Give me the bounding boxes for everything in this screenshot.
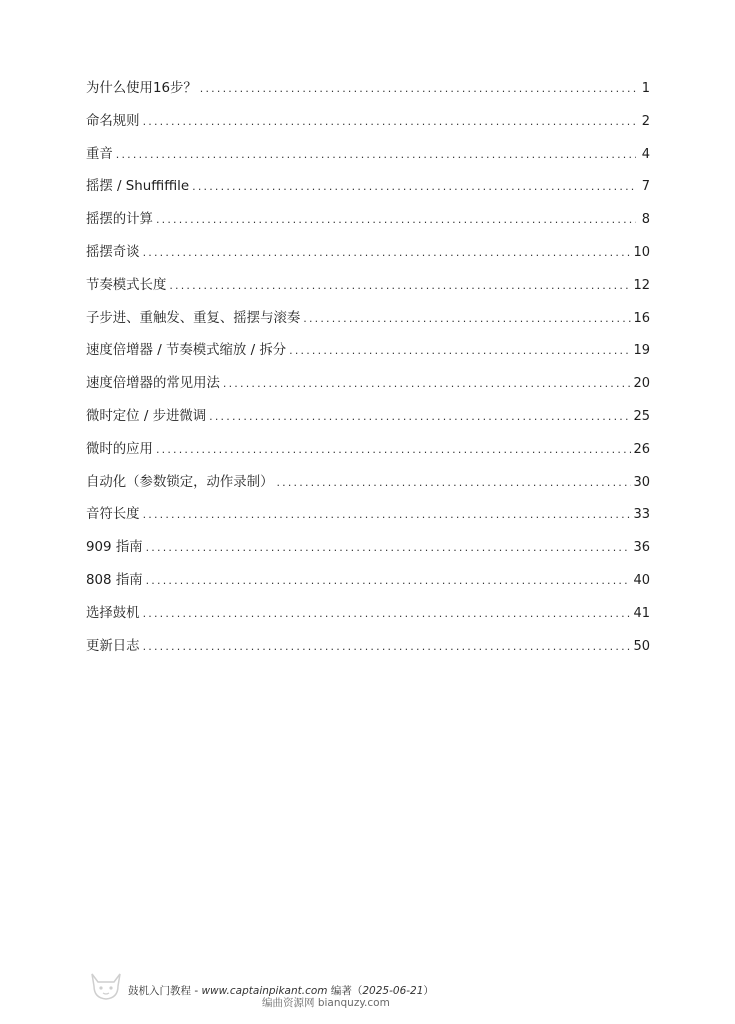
- toc-entry[interactable]: [86, 467, 650, 500]
- toc-entry[interactable]: [86, 204, 650, 237]
- toc-dot-leader: [146, 565, 632, 598]
- toc-entry-title: 微时的应用: [86, 441, 153, 457]
- toc-entry-title: 音符长度: [86, 507, 140, 523]
- toc-entry-title: 更新日志: [86, 638, 140, 654]
- toc-entry-title: 摇摆奇谈: [86, 244, 140, 260]
- toc-entry-page: 26: [633, 441, 650, 457]
- toc-entry[interactable]: [86, 270, 650, 303]
- toc-dot-leader: [143, 237, 632, 270]
- toc-dot-leader: [116, 139, 636, 172]
- toc-entry[interactable]: [86, 335, 650, 368]
- toc-entry[interactable]: [86, 171, 650, 204]
- toc-entry[interactable]: [86, 631, 650, 664]
- toc-entry-title: 自动化（参数锁定，动作录制）: [86, 474, 274, 490]
- footer-url[interactable]: www.captainpikant.com: [201, 985, 328, 997]
- toc-entry[interactable]: [86, 434, 650, 467]
- toc-dot-leader: [143, 598, 632, 631]
- toc-entry-title: 摇摆的计算: [86, 212, 153, 228]
- toc-entry[interactable]: [86, 73, 650, 106]
- toc-entry[interactable]: [86, 106, 650, 139]
- toc-entry-title: 速度倍增器的常见用法: [86, 376, 220, 392]
- toc-dot-leader: [156, 204, 636, 237]
- toc-entry-page: 4: [641, 146, 650, 162]
- footer-author-label: 编著（: [327, 985, 363, 997]
- toc-entry[interactable]: [86, 237, 650, 270]
- toc-entry[interactable]: [86, 368, 650, 401]
- table-of-contents: [86, 73, 650, 663]
- toc-entry-title: 808 指南: [86, 572, 143, 588]
- toc-entry-page: 12: [633, 277, 650, 293]
- toc-entry-page: 40: [633, 572, 650, 588]
- toc-entry-page: 20: [633, 376, 650, 392]
- toc-entry[interactable]: [86, 303, 650, 336]
- footer-book-title: 鼓机入门教程 -: [128, 985, 202, 997]
- toc-entry[interactable]: [86, 598, 650, 631]
- toc-entry-page: 25: [633, 408, 650, 424]
- toc-entry-page: 41: [633, 605, 650, 621]
- toc-dot-leader: [146, 532, 632, 565]
- toc-entry-title: 微时定位 / 步进微调: [86, 408, 207, 424]
- toc-entry-page: 1: [641, 81, 650, 96]
- cat-logo-icon: [88, 972, 124, 1002]
- footer-date: 2025-06-21: [362, 985, 424, 997]
- toc-entry-title: 子步进、重触发、重复、摇摆与滚奏: [86, 310, 301, 326]
- toc-entry[interactable]: [86, 532, 650, 565]
- toc-entry-page: 8: [641, 212, 650, 228]
- toc-dot-leader: [156, 434, 632, 467]
- toc-entry[interactable]: [86, 139, 650, 172]
- toc-dot-leader: [143, 106, 636, 139]
- toc-entry-title: 节奏模式长度: [86, 277, 167, 293]
- toc-entry-page: 2: [641, 113, 650, 129]
- toc-entry-page: 33: [633, 507, 650, 523]
- toc-dot-leader: [223, 368, 632, 401]
- toc-dot-leader: [169, 270, 631, 303]
- toc-entry[interactable]: [86, 499, 650, 532]
- toc-entry-title: 速度倍增器 / 节奏模式缩放 / 拆分: [86, 343, 287, 359]
- toc-entry-title: 909 指南: [86, 540, 143, 556]
- toc-entry[interactable]: [86, 401, 650, 434]
- toc-dot-leader: [200, 73, 636, 106]
- toc-dot-leader: [143, 499, 632, 532]
- toc-entry-title: 选择鼓机: [86, 605, 140, 621]
- toc-entry-title: 摇摆 / Shuffiffile: [86, 179, 190, 195]
- toc-entry-page: 16: [633, 310, 650, 326]
- toc-entry-page: 36: [633, 540, 650, 556]
- toc-entry-page: 30: [633, 474, 650, 490]
- toc-dot-leader: [209, 401, 631, 434]
- toc-entry-title: 命名规则: [86, 113, 140, 129]
- toc-entry-title: 重音: [86, 146, 113, 162]
- toc-entry[interactable]: [86, 565, 650, 598]
- toc-entry-page: 7: [641, 179, 650, 195]
- toc-dot-leader: [276, 467, 631, 500]
- toc-dot-leader: [143, 631, 632, 664]
- toc-dot-leader: [289, 335, 631, 368]
- toc-entry-title: 为什么使用16步？: [86, 81, 197, 96]
- toc-dot-leader: [192, 171, 636, 204]
- footer-close: ）: [423, 985, 434, 997]
- toc-entry-page: 10: [633, 244, 650, 260]
- toc-dot-leader: [303, 303, 631, 336]
- toc-entry-page: 50: [633, 638, 650, 654]
- watermark: 编曲资源网 bianquzy.com: [262, 997, 390, 1009]
- toc-entry-page: 19: [633, 343, 650, 359]
